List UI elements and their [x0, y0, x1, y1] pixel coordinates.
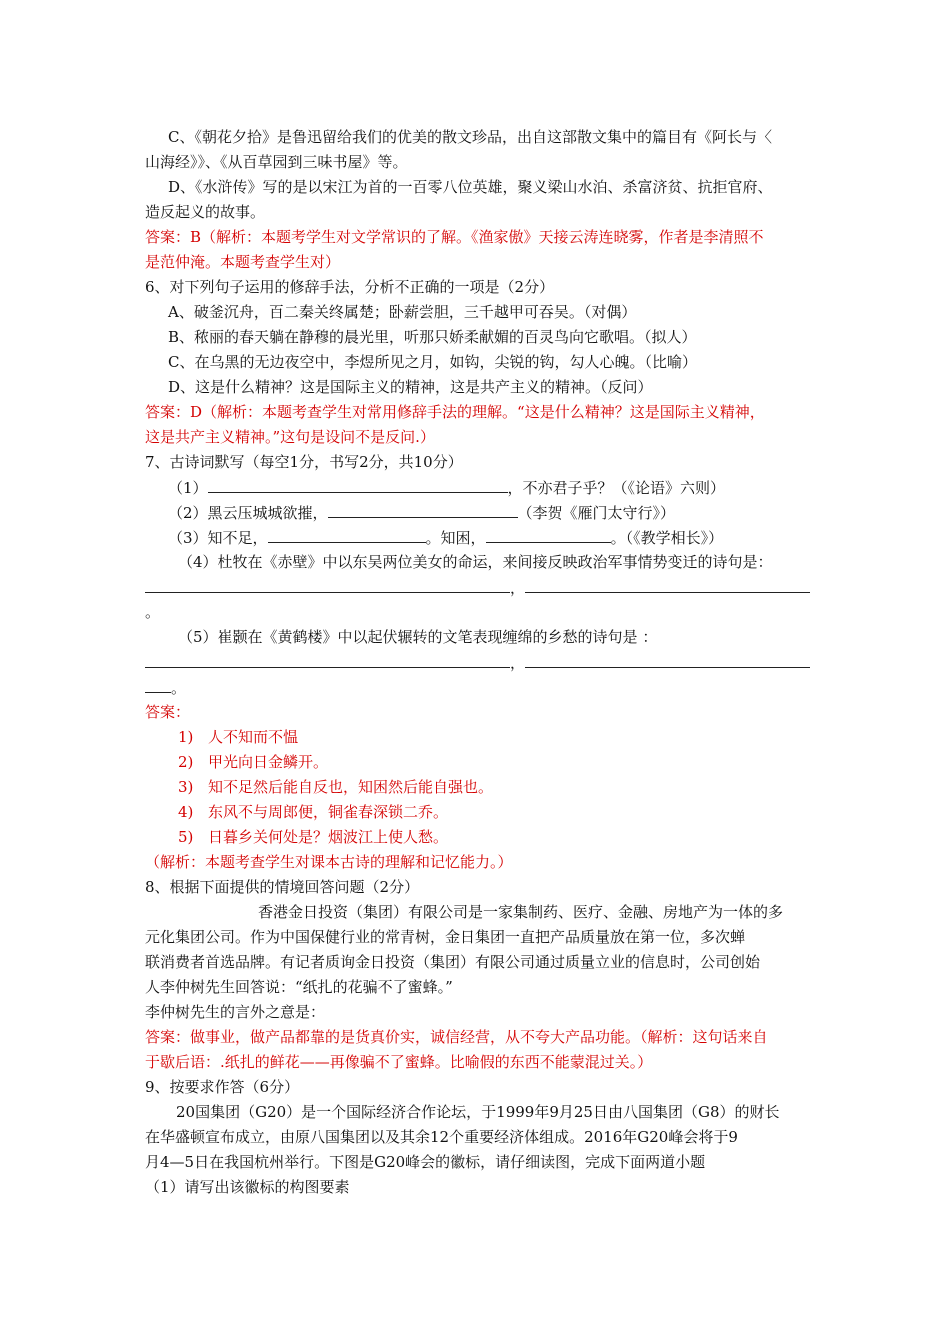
- q7-answer-2: [178, 752, 328, 772]
- q7-item1-suffix: ，不亦君子乎？（《论语》六则）: [507, 479, 726, 497]
- q7-answer-text: 东风不与周郎便，铜雀春深锁二乔。: [208, 803, 449, 821]
- q7-item4-blank2[interactable]: [525, 577, 810, 593]
- q7-answer-text: 日暮乡关何处是？烟波江上使人愁。: [208, 828, 449, 846]
- q7-answer-number: 5): [178, 828, 194, 846]
- q7-analysis: （解析：本题考查学生对课本古诗的理解和记忆能力。）: [145, 853, 513, 871]
- q5-option-d-line1: D、《水浒传》写的是以宋江为首的一百零八位英雄，聚义梁山水泊、杀富济贫、抗拒官府、: [168, 178, 773, 196]
- q7-answer-number: 2): [178, 753, 194, 771]
- q8-paragraph-line4: 人李仲树先生回答说：“纸扎的花骗不了蜜蜂。”: [145, 978, 453, 996]
- q7-item5-blank1[interactable]: [145, 652, 510, 668]
- q9-subquestion-1: （1）请写出该徽标的构图要素: [145, 1178, 350, 1196]
- q7-answer-4: [178, 802, 448, 822]
- q6-option-c: C、在乌黑的无边夜空中，李煜所见之月，如钩，尖锐的钩，勾人心魄。（比喻）: [168, 353, 697, 371]
- q7-answer-text: 知不足然后能自反也，知困然后能自强也。: [208, 778, 494, 796]
- q7-item1-number: （1）: [168, 479, 208, 497]
- q7-item4-end: 。: [145, 603, 161, 621]
- q8-paragraph-line2: 元化集团公司。作为中国保健行业的常青树，金日集团一直把产品质量放在第一位，多次蝉: [145, 928, 746, 946]
- q7-item5-end: [145, 677, 186, 698]
- q5-answer-line2: 是范仲淹。本题考查学生对）: [145, 253, 341, 271]
- q8-answer-line2: 于歇后语：.纸扎的鲜花——再像骗不了蜜蜂。比喻假的东西不能蒙混过关。）: [145, 1053, 653, 1071]
- q9-paragraph-line3: 月4—5日在我国杭州举行。下图是G20峰会的徽标，请仔细读图，完成下面两道小题: [145, 1153, 706, 1171]
- q7-title: 7、古诗词默写（每空1分，书写2分，共10分）: [145, 453, 463, 471]
- q7-item3-blank1[interactable]: [268, 527, 426, 543]
- q7-answer-3: [178, 777, 493, 797]
- q5-option-c-line2: 山海经》》、《从百草园到三味书屋》等。: [145, 153, 408, 171]
- q7-answer-number: 3): [178, 778, 194, 796]
- q7-item2-suffix: （李贺《雁门太守行》）: [517, 504, 676, 522]
- q7-item3: [168, 527, 723, 548]
- q7-item3-mid: 。知困，: [425, 529, 486, 547]
- q8-paragraph-line1: 香港金日投资（集团）有限公司是一家集制药、医疗、金融、房地产为一体的多: [258, 903, 784, 921]
- q7-answer-number: 1): [178, 728, 194, 746]
- q7-item3-suffix: 。（《教学相长》）: [610, 529, 724, 547]
- q7-item4-text: （4）杜牧在《赤壁》中以东吴两位美女的命运，来间接反映政治军事情势变迁的诗句是：: [178, 553, 773, 571]
- q7-answer-number: 4): [178, 803, 194, 821]
- q8-question: 李仲树先生的言外之意是：: [145, 1003, 326, 1021]
- q7-item1-blank[interactable]: [208, 477, 508, 493]
- q7-item1: [168, 477, 725, 498]
- q6-option-a: A、破釜沉舟，百二秦关终属楚；卧薪尝胆，三千越甲可吞吴。（对偶）: [168, 303, 637, 321]
- q7-answer-label: 答案：: [145, 703, 191, 721]
- q7-item2: [168, 502, 675, 523]
- q9-title: 9、按要求作答（6分）: [145, 1078, 300, 1096]
- q7-item5-comma: ，: [510, 654, 526, 672]
- q7-item4-blank1[interactable]: [145, 577, 510, 593]
- q7-answer-5: [178, 827, 448, 847]
- q7-item5-blank3[interactable]: [145, 677, 171, 693]
- q9-paragraph-line1: 20国集团（G20）是一个国际经济合作论坛，于1999年9月25日由八国集团（G8）的财长: [176, 1103, 780, 1121]
- q7-answer-1: [178, 727, 298, 747]
- q8-title: 8、根据下面提供的情境回答问题（2分）: [145, 878, 420, 896]
- q7-item5-blank2[interactable]: [525, 652, 810, 668]
- q6-option-b: B、秾丽的春天躺在静穆的晨光里，听那只娇柔献媚的百灵鸟向它歌唱。（拟人）: [168, 328, 697, 346]
- q5-answer-line1: 答案：B（解析：本题考学生对文学常识的了解。《渔家傲》天接云涛连晓雾，作者是李清照不: [145, 228, 764, 246]
- q7-item5-end-mark: 。: [171, 679, 187, 697]
- q6-answer-line1: 答案：D（解析：本题考查学生对常用修辞手法的理解。“这是什么精神？这是国际主义精神，: [145, 403, 765, 421]
- q7-item3-blank2[interactable]: [486, 527, 611, 543]
- q7-item5-text: （5）崔颢在《黄鹤楼》中以起伏辗转的文笔表现缠绵的乡愁的诗句是 ：: [178, 628, 658, 646]
- q6-title: 6、对下列句子运用的修辞手法，分析不正确的一项是（2分）: [145, 278, 555, 296]
- q7-answer-text: 人不知而不愠: [208, 728, 299, 746]
- q5-option-d-line2: 造反起义的故事。: [145, 203, 266, 221]
- q7-item4-blanks: [145, 577, 810, 598]
- q7-item3-prefix: （3）知不足，: [168, 529, 268, 547]
- q9-paragraph-line2: 在华盛顿宣布成立，由原八国集团以及其余12个重要经济体组成。2016年G20峰会将于9: [145, 1128, 738, 1146]
- q8-paragraph-line3: 联消费者首选品牌。有记者质询金日投资（集团）有限公司通过质量立业的信息时，公司创始: [145, 953, 761, 971]
- q5-option-c-line1: C、《朝花夕拾》是鲁迅留给我们的优美的散文珍品，出自这部散文集中的篇目有《阿长与〈: [168, 128, 772, 146]
- q6-option-d: D、这是什么精神？这是国际主义的精神，这是共产主义的精神。（反问）: [168, 378, 653, 396]
- q7-item5-blanks: [145, 652, 810, 673]
- q7-item2-blank[interactable]: [328, 502, 518, 518]
- q7-item4-comma: ，: [510, 579, 526, 597]
- q6-answer-line2: 这是共产主义精神。”这句是设问不是反问.）: [145, 428, 435, 446]
- q7-item2-prefix: （2）黑云压城城欲摧，: [168, 504, 328, 522]
- q7-answer-text: 甲光向日金鳞开。: [208, 753, 329, 771]
- q8-answer-line1: 答案：做事业，做产品都靠的是货真价实，诚信经营，从不夸大产品功能。（解析：这句话来自: [145, 1028, 768, 1046]
